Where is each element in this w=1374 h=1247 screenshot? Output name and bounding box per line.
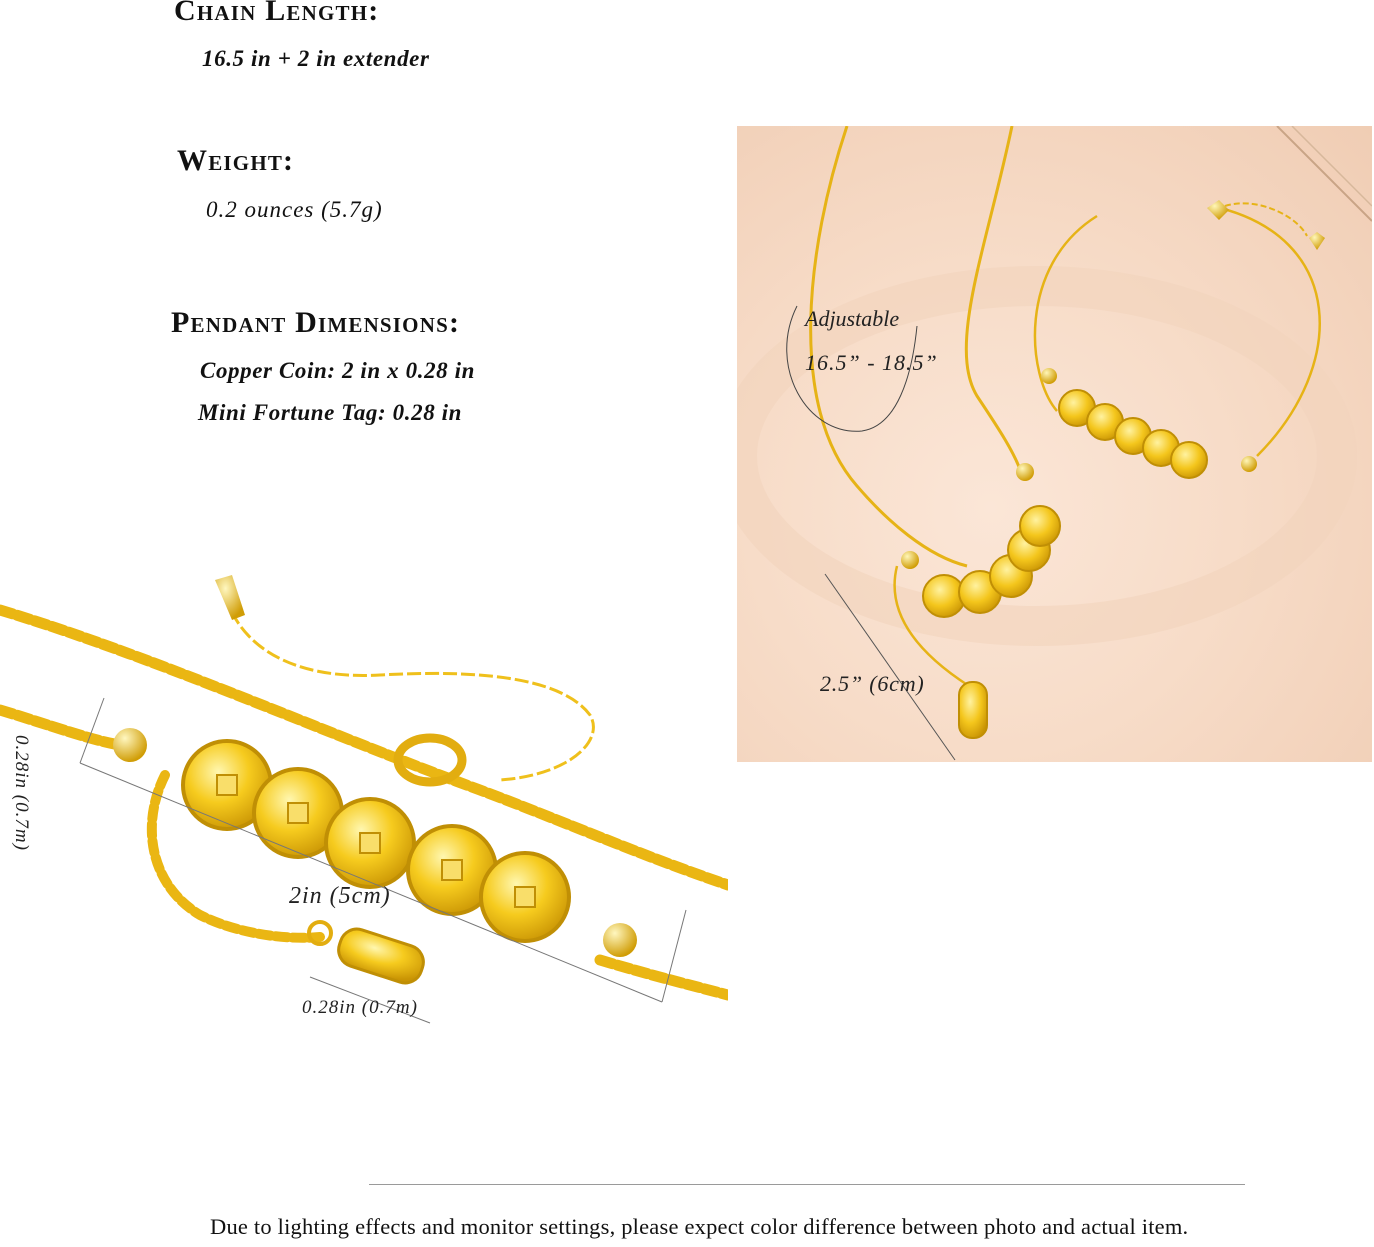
color-disclaimer: Due to lighting effects and monitor settings, please expect color difference between photo and actual item. [210, 1214, 1189, 1239]
footer-divider [369, 1184, 1245, 1185]
pendant-dimensions-heading: Pendant Dimensions: [171, 306, 461, 339]
coin-height-label: 0.28in (0.7m) [11, 735, 32, 851]
necklace-bracelet-illustration [737, 126, 1372, 762]
coin-length-label: 2in (5cm) [289, 883, 391, 909]
fortune-tag-dimension: Mini Fortune Tag: 0.28 in [198, 400, 463, 425]
adjustable-range: 16.5” - 18.5” [805, 350, 938, 375]
weight-value: 0.2 ounces (5.7g) [206, 197, 383, 222]
closeup-photo [0, 565, 728, 1040]
fortune-tag [334, 925, 428, 988]
drop-length-label: 2.5” (6cm) [820, 671, 925, 696]
chain-length-value: 16.5 in + 2 in extender [202, 46, 430, 71]
bracelet-coin-row [1059, 390, 1207, 478]
coin-closeup-illustration [0, 565, 728, 1040]
fortune-tag [959, 682, 987, 738]
tag-width-label: 0.28in (0.7m) [302, 997, 418, 1018]
coin-row [183, 741, 569, 941]
chain-length-heading: Chain Length: [174, 0, 380, 27]
necklace-coin-row [923, 506, 1060, 617]
product-photo [737, 126, 1372, 762]
adjustable-label: Adjustable [805, 306, 900, 331]
copper-coin-dimension: Copper Coin: 2 in x 0.28 in [200, 358, 475, 383]
weight-heading: Weight: [177, 144, 295, 177]
